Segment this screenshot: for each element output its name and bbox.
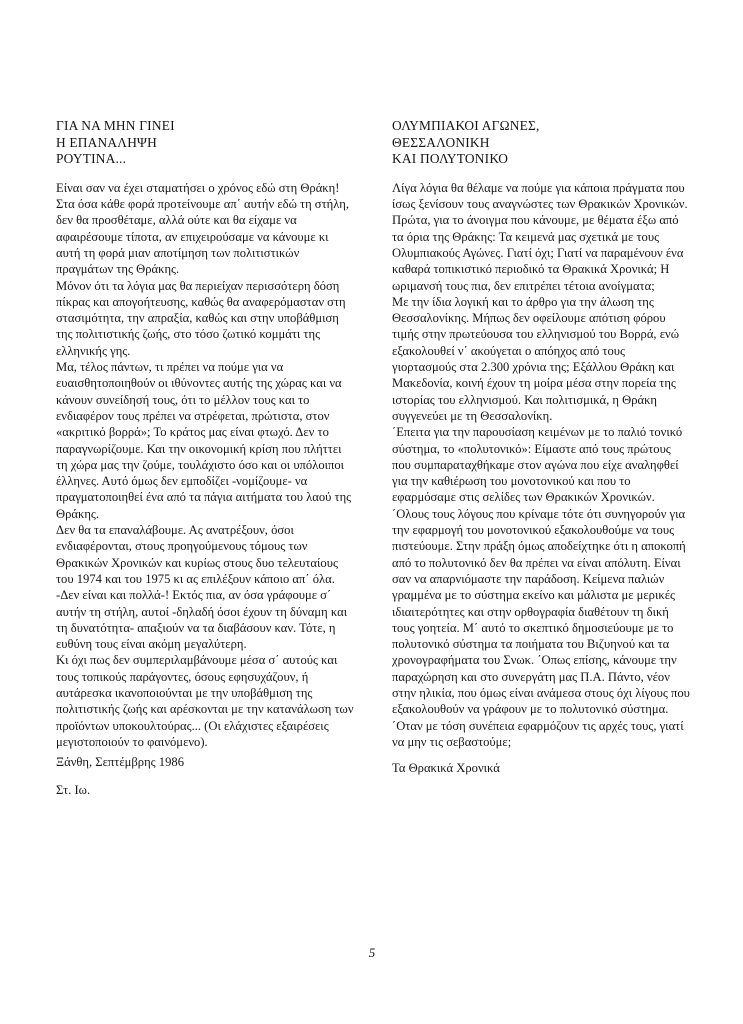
paragraph: Κι όχι πως δεν συμπεριλαμβάνουμε μέσα σ΄ αυτούς και τους τοπικούς παράγοντες, όσους εφησυχάζουν, ή αυτάρεσκα ικανοποιούνται με την υποβάθμιση της πολιτιστικής ζωής και αρέσκονται με την κατανάλωση των προϊόντων υποκουλτούρας... (Οι ελάχιστες εξαιρέσεις μεγιστοποιούν το φαινόμενο).: [56, 653, 354, 749]
publication-signature: Τα Θρακικά Χρονικά: [392, 761, 500, 776]
title-line: ΟΛΥΜΠΙΑΚΟΙ ΑΓΩΝΕΣ,: [392, 118, 540, 133]
title-line: ΚΑΙ ΠΟΛΥΤΟΝΙΚΟ: [392, 151, 509, 167]
title-line: ΓΙΑ ΝΑ ΜΗΝ ΓΙΝΕΙ: [56, 118, 175, 133]
paragraph: Είναι σαν να έχει σταματήσει ο χρόνος εδώ στη Θράκη!: [56, 180, 340, 195]
title-line: Η ΕΠΑΝΑΛΗΨΗ: [56, 134, 158, 150]
author-signature: Στ. Ιω.: [56, 783, 91, 798]
right-article: [392, 118, 690, 776]
title-line: ΡΟΥΤΙΝΑ...: [56, 151, 127, 167]
page-number: 5: [368, 945, 376, 960]
paragraph: Λίγα λόγια θα θέλαμε να πούμε για κάποια πράγματα που ίσως ξενίσουν τους αναγνώστες των Θρακικών Χρονικών.: [392, 180, 688, 212]
left-article: [56, 118, 356, 799]
paragraph: Στα όσα κάθε φορά προτείνουμε απ΄ αυτήν εδώ τη στήλη, δεν θα προσθέταμε, αλλά ούτε και θα είχαμε να αφαιρέσουμε τίποτα, αν επιχειρούσαμε να κάνουμε κι αυτή τη φορά μιαν αποτίμηση των πολιτιστικών πραγμάτων της Θράκης.: [56, 197, 349, 277]
paragraph: Με την ίδια λογική και το άρθρο για την άλωση της Θεσσαλονίκης. Μήπως δεν οφείλουμε απότιση φόρου τιμής στην πρωτεύουσα του ελληνισμού του Βορρά, ενώ εξακολουθεί ν΄ ακούγεται ο απόηχος από τους γιορτασμούς στα 2.300 χρόνια της; Εξάλλου Θράκη και Μακεδονία, κοινή έχουν τη μοίρα μέσα στην πορεία της ιστορίας του ελληνισμού. Και πολιτισμικά, η Θράκη συγγενεύει με τη Θεσσαλονίκη.: [392, 294, 679, 423]
paragraph: ΄Επειτα για την παρουσίαση κειμένων με το παλιό τονικό σύστημα, το «πολυτονικό»: Είμαστε από τους πρώτους που συμπαραταχθήκαμε στον αγώνα που είχε αναληφθεί για την καθιέρωση του μονοτονικού και που το εφαρμόσαμε στις σελίδες των Θρακικών Χρονικών. ΄Ολους τους λόγους που κρίναμε τότε ότι συνηγορούν για την εφαρμογή του μονοτονικού εξακολουθούμε να τους πιστεύουμε. Στην πράξη όμως αποδείχτηκε ότι η αποκοπή από το πολυτονικό δεν θα πρέπει να είναι απόλυτη. Είναι σαν να απαρνιόμαστε την παράδοση. Κείμενα παλιών γραμμένα με το σύστημα εκείνο και μάλιστα με μερικές ιδιαιτερότητες και στην ορθογραφία διαθέτουν τη δική τους γοητεία. Μ΄ αυτό το σκεπτικό δημοσιεύουμε με το πολυτονικό σύστημα τα ποιήματα του Βιζυηνού και τα χρονογραφήματα του Σνωκ. ΄Οπως επίσης, κάνουμε την παραχώρηση και στο συνεργάτη μας Π.Α. Πάντο, νέον στην ηλικία, που όμως είναι ανάμεσα στους όχι λίγους που εξακολουθούν να γράφουν με το πολυτονικό σύστημα. ΄Οταν με τόση συνέπεια εφαρμόζουν τις αρχές τους, γιατί να μην τις σεβαστούμε;: [392, 425, 690, 749]
paragraph: Δεν θα τα επαναλάβουμε. Ας ανατρέξουν, όσοι ενδιαφέρονται, στους προηγούμενους τόμους των Θρακικών Χρονικών και κυρίως στους δυο τελευταίους του 1974 και του 1975 κι ας επιλέξουν κάποιο απ΄ όλα. -Δεν είναι και πολλά-! Εκτός πια, αν όσα γράφουμε σ΄ αυτήν τη στήλη, αυτοί -δηλαδή όσοι έχουν τη δύναμη και τη δυνατότητα- απαξιούν να τα διαβάσουν καν. Τότε, η ευθύνη τους είναι ακόμη μεγαλύτερη.: [56, 523, 348, 652]
paragraph: Μόνον ότι τα λόγια μας θα περιείχαν περισσότερη δόση πίκρας και απογοήτευσης, καθώς θα αναφερόμασταν στη στασιμότητα, την απραξία, καθώς και στην υποβάθμιση της πολιτιστικής ζωής, στο τόσο ζωτικό κομμάτι της ελληνικής γης.: [56, 278, 346, 358]
left-article-title: [56, 118, 356, 168]
paragraph: Μα, τέλος πάντων, τι πρέπει να πούμε για να ευαισθητοποιηθούν οι ιθύνοντες αυτής της χώρας και να κάνουν συνείδησή τους, ότι το μέλλον τους και το ενδιαφέρον τους πρέπει να στρέφεται, πρώτιστα, στον «ακριτικό βορρά»; Το κράτος μας είναι φτωχό. Δεν το παραγνωρίζουμε. Και την οικονομική κρίση που πλήττει τη χώρα μας την ζούμε, τουλάχιστο όσο και οι υπόλοιποι έλληνες. Αυτό όμως δεν εμποδίζει -νομίζουμε- να πραγματοποιηθεί ένα από τα πάγια αιτήματα του λαού της Θράκης.: [56, 360, 352, 521]
paragraph: Πρώτα, για το άνοιγμα που κάνουμε, με θέματα έξω από τα όρια της Θράκης: Τα κειμενά μας σχετικά με τους Ολυμπιακούς Αγώνες. Γιατί όχι; Γιατί να παραμένουν ένα καθαρά τοπικιστικό περιοδικό τα Θρακικά Χρονικά; Η ωριμανσή τους πια, δεν επιτρέπει τέτοια ανοίγματα;: [392, 213, 684, 293]
right-article-title: [392, 118, 690, 168]
title-line: ΘΕΣΣΑΛΟΝΙΚΗ: [392, 134, 490, 150]
date-line: Ξάνθη, Σεπτέμβρης 1986: [56, 755, 184, 770]
